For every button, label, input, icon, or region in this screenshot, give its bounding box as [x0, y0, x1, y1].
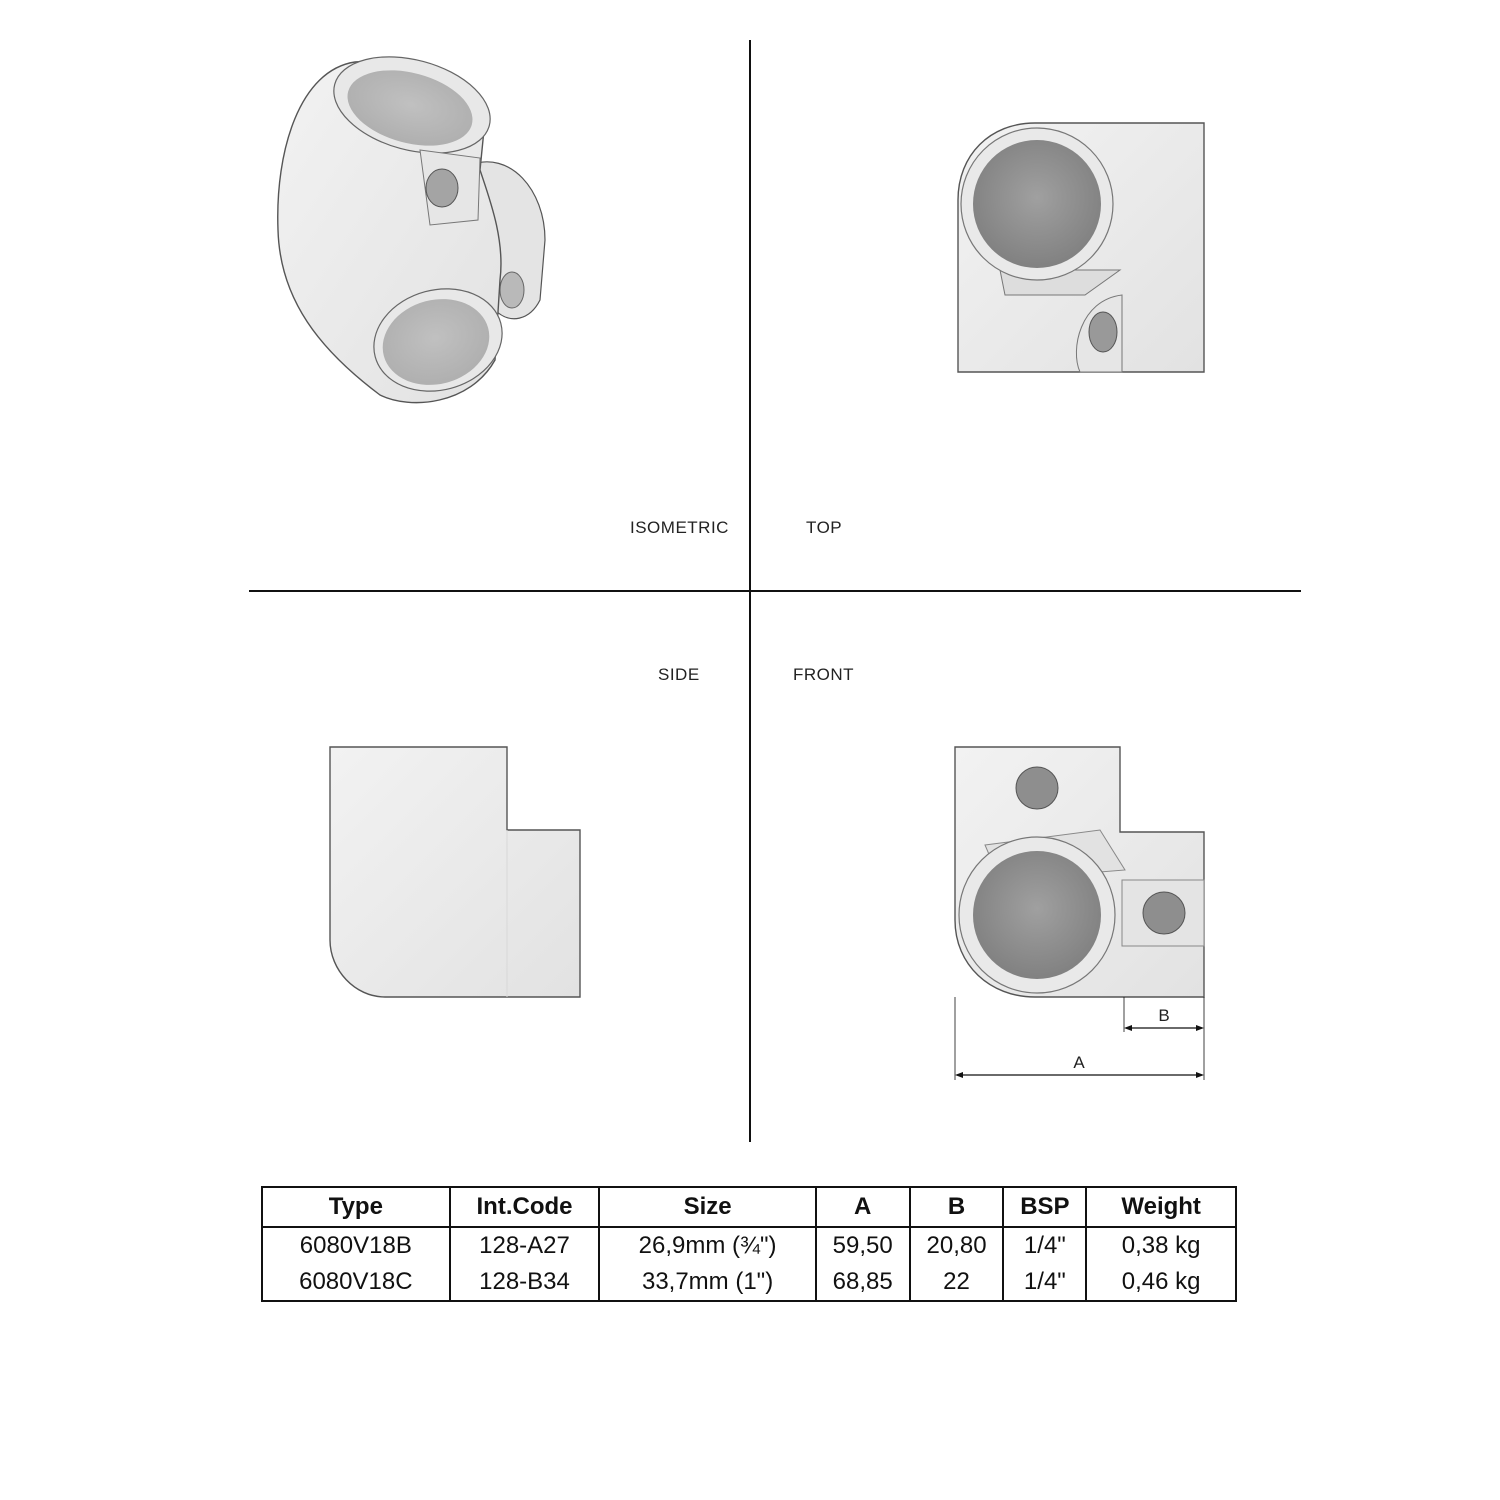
cell-weight: 0,38 kg: [1086, 1227, 1236, 1264]
top-view: [958, 123, 1204, 372]
cell-b: 22: [910, 1264, 1004, 1301]
table-row: [262, 1227, 1236, 1264]
cell-int-code: 128-B34: [450, 1264, 600, 1301]
header-int-code: Int.Code: [450, 1187, 600, 1227]
cell-bsp: 1/4": [1003, 1227, 1086, 1264]
cell-b: 20,80: [910, 1227, 1004, 1264]
header-bsp: BSP: [1003, 1187, 1086, 1227]
cell-int-code: 128-A27: [450, 1227, 600, 1264]
header-weight: Weight: [1086, 1187, 1236, 1227]
header-type: Type: [262, 1187, 450, 1227]
cell-type: 6080V18B: [299, 1232, 412, 1259]
cell-a: 68,85: [816, 1264, 910, 1301]
cell-size: 26,9mm (¾"): [599, 1227, 815, 1264]
top-label: TOP: [806, 518, 843, 537]
cell-weight: 0,46 kg: [1086, 1264, 1236, 1301]
front-label: FRONT: [793, 665, 855, 684]
side-label: SIDE: [658, 665, 700, 684]
table-header-row: [262, 1187, 1236, 1227]
isometric-label: ISOMETRIC: [630, 518, 729, 537]
dimension-b-label: B: [1158, 1006, 1170, 1025]
dimension-a-label: A: [1073, 1053, 1085, 1072]
cell-type: 6080V18C: [299, 1268, 413, 1295]
header-a: A: [816, 1187, 910, 1227]
spec-table: [261, 1186, 1237, 1302]
table-row: [262, 1264, 1236, 1301]
cell-bsp: 1/4": [1003, 1264, 1086, 1301]
side-view: [330, 747, 580, 997]
cell-size: 33,7mm (1"): [599, 1264, 815, 1301]
isometric-view: [278, 41, 545, 405]
cell-a: 59,50: [816, 1227, 910, 1264]
header-b: B: [910, 1187, 1004, 1227]
header-size: Size: [599, 1187, 815, 1227]
front-view: [955, 747, 1204, 997]
